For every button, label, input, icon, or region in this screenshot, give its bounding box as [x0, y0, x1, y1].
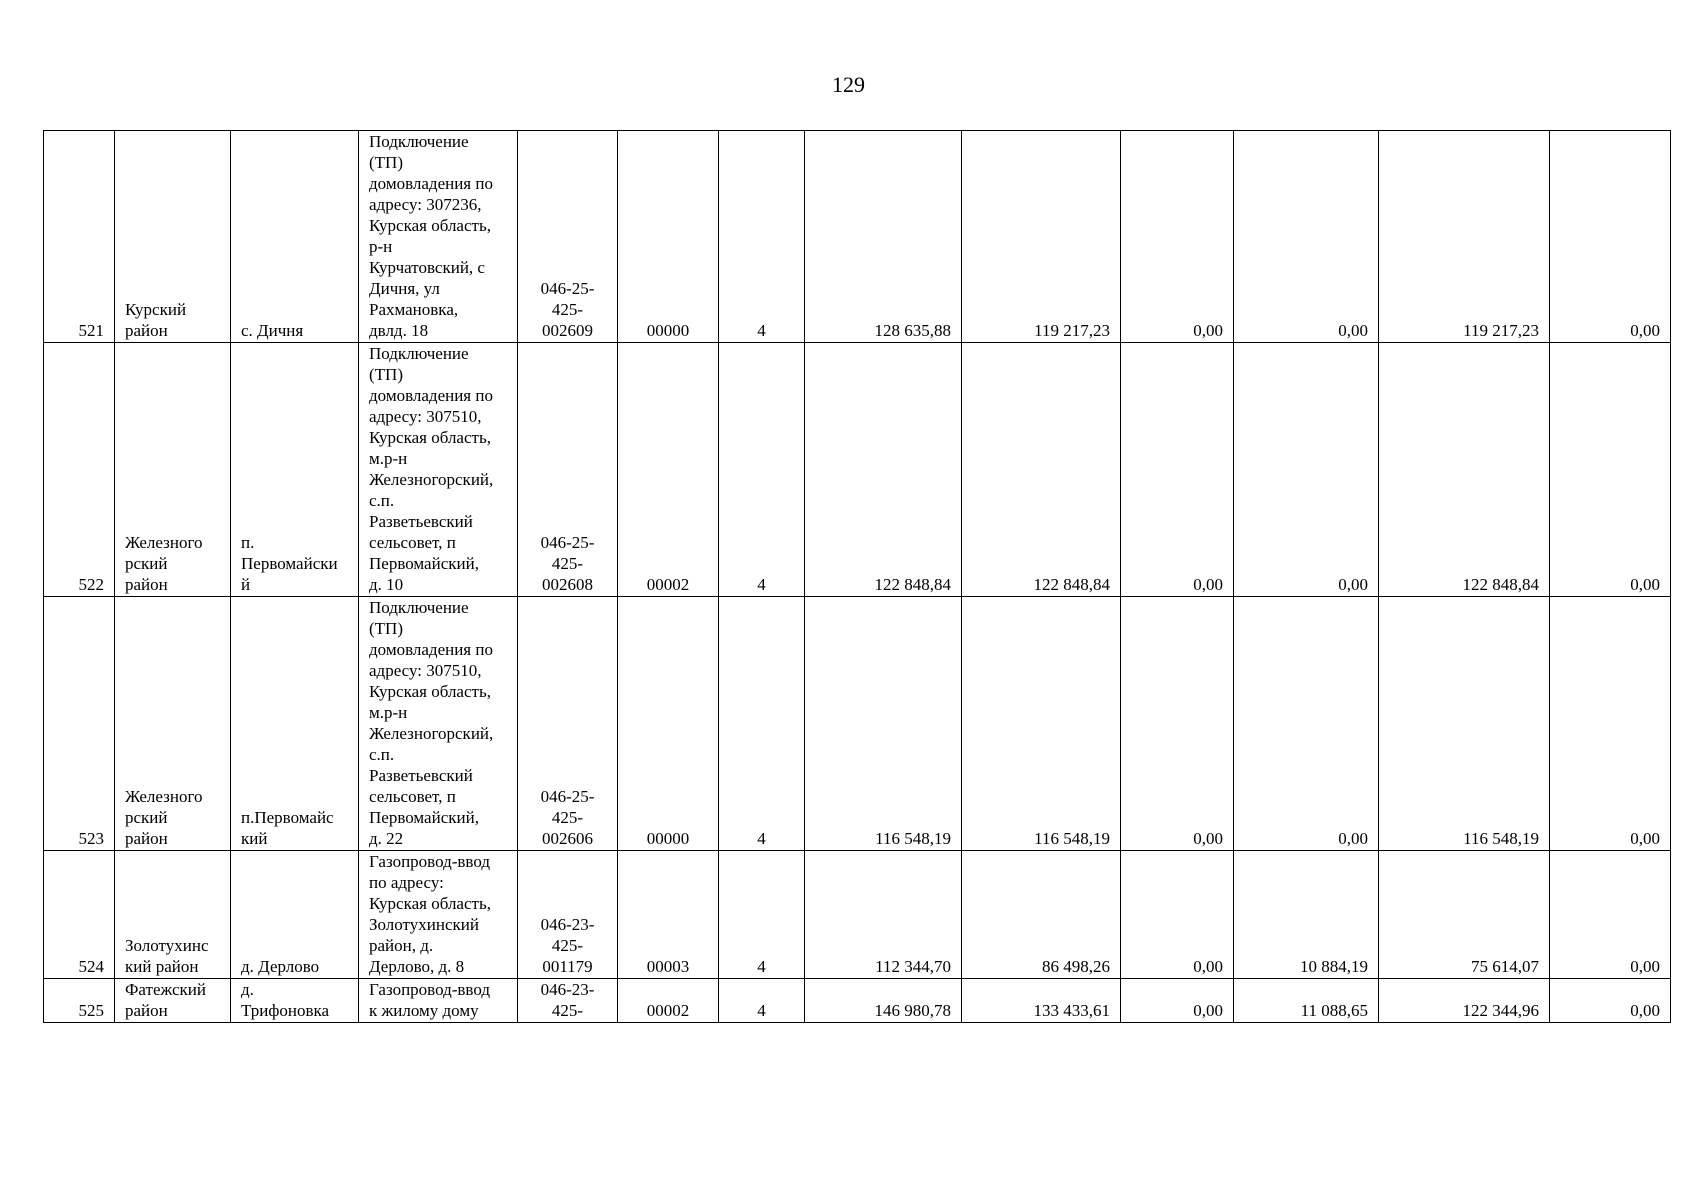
settlement-text: п. Первомайски й [241, 533, 338, 594]
description-cell [359, 979, 518, 1023]
amount-5-cell [1379, 131, 1550, 343]
subcode-cell [618, 343, 719, 597]
row-number-text: 522 [78, 575, 104, 594]
row-number-text: 523 [78, 829, 104, 848]
description-cell [359, 597, 518, 851]
object-code-text: 046-25- 425- 002606 [540, 787, 595, 848]
category-text: 4 [757, 321, 766, 340]
category-cell [719, 851, 805, 979]
amount-2-text: 86 498,26 [1042, 957, 1110, 976]
amount-1-cell [805, 597, 962, 851]
amount-4-text: 0,00 [1338, 829, 1368, 848]
subcode-text: 00003 [646, 957, 690, 976]
amount-5-text: 119 217,23 [1463, 321, 1539, 340]
row-number-cell [44, 343, 115, 597]
amount-4-cell [1234, 979, 1379, 1023]
amount-6-cell [1550, 979, 1671, 1023]
description-text: Подключение (ТП) домовладения по адресу: 307510, Курская область, м.р-н Железногорский, с.п. Разветьевский сельсовет, п Первомайский, д. 22 [369, 598, 494, 848]
amount-6-cell [1550, 851, 1671, 979]
amount-2-text: 116 548,19 [1034, 829, 1110, 848]
row-number-text: 521 [78, 321, 104, 340]
amount-3-cell [1121, 343, 1234, 597]
amount-3-text: 0,00 [1193, 829, 1223, 848]
row-number-cell [44, 597, 115, 851]
amount-1-cell [805, 343, 962, 597]
object-code-text: 046-23- 425- [540, 980, 595, 1020]
amount-2-cell [962, 131, 1121, 343]
amount-2-text: 122 848,84 [1033, 575, 1110, 594]
district-text: Железного рский район [125, 533, 203, 594]
amount-2-cell [962, 979, 1121, 1023]
category-cell [719, 979, 805, 1023]
district-cell [115, 343, 231, 597]
amount-1-text: 122 848,84 [874, 575, 951, 594]
settlement-text: п.Первомайс кий [241, 808, 334, 848]
amount-1-text: 128 635,88 [874, 321, 951, 340]
subcode-cell [618, 979, 719, 1023]
amount-6-cell [1550, 343, 1671, 597]
amount-3-text: 0,00 [1193, 1001, 1223, 1020]
amount-6-text: 0,00 [1630, 575, 1660, 594]
settlement-text: д. Дерлово [241, 957, 320, 976]
amount-4-text: 0,00 [1338, 321, 1368, 340]
amount-2-cell [962, 597, 1121, 851]
object-code-text: 046-23- 425- 001179 [540, 915, 595, 976]
settlement-cell [231, 597, 359, 851]
description-cell [359, 343, 518, 597]
amount-1-text: 116 548,19 [875, 829, 951, 848]
settlement-cell [231, 131, 359, 343]
object-code-cell [518, 979, 618, 1023]
district-cell [115, 979, 231, 1023]
table-row [44, 851, 1671, 979]
amount-3-cell [1121, 851, 1234, 979]
amount-6-cell [1550, 131, 1671, 343]
amount-3-cell [1121, 597, 1234, 851]
description-text: Подключение (ТП) домовладения по адресу: 307510, Курская область, м.р-н Железногорский, с.п. Разветьевский сельсовет, п Первомайский, д. 10 [369, 344, 494, 594]
district-cell [115, 597, 231, 851]
settlement-cell [231, 851, 359, 979]
object-code-cell [518, 343, 618, 597]
page-number: 129 [832, 72, 865, 97]
subcode-cell [618, 131, 719, 343]
amount-5-cell [1379, 851, 1550, 979]
object-code-cell [518, 131, 618, 343]
category-text: 4 [757, 957, 766, 976]
amount-1-text: 112 344,70 [875, 957, 951, 976]
amount-5-cell [1379, 597, 1550, 851]
amount-5-cell [1379, 343, 1550, 597]
amount-4-cell [1234, 851, 1379, 979]
amount-4-text: 0,00 [1338, 575, 1368, 594]
object-code-text: 046-25- 425- 002608 [540, 533, 595, 594]
district-text: Железного рский район [125, 787, 203, 848]
row-number-text: 524 [78, 957, 104, 976]
subcode-text: 00000 [646, 829, 690, 848]
registry-table [43, 130, 1671, 1023]
amount-4-text: 10 884,19 [1300, 957, 1368, 976]
row-number-text: 525 [78, 1001, 104, 1020]
district-text: Фатежский район [125, 980, 206, 1020]
object-code-cell [518, 851, 618, 979]
table-body [44, 131, 1671, 1023]
amount-4-cell [1234, 343, 1379, 597]
object-code-text: 046-25- 425- 002609 [540, 279, 595, 340]
amount-6-text: 0,00 [1630, 957, 1660, 976]
amount-3-text: 0,00 [1193, 957, 1223, 976]
subcode-text: 00002 [646, 575, 690, 594]
description-text: Газопровод-ввод к жилому дому [369, 980, 490, 1020]
district-cell [115, 851, 231, 979]
amount-2-text: 119 217,23 [1034, 321, 1110, 340]
amount-1-cell [805, 851, 962, 979]
row-number-cell [44, 979, 115, 1023]
description-text: Подключение (ТП) домовладения по адресу: 307236, Курская область, р-н Курчатовский, с Дичня, ул Рахмановка, двлд. 18 [369, 132, 493, 340]
amount-2-text: 133 433,61 [1033, 1001, 1110, 1020]
amount-4-cell [1234, 597, 1379, 851]
category-cell [719, 131, 805, 343]
category-cell [719, 343, 805, 597]
table-row [44, 979, 1671, 1023]
row-number-cell [44, 131, 115, 343]
settlement-cell [231, 343, 359, 597]
category-cell [719, 597, 805, 851]
amount-3-cell [1121, 131, 1234, 343]
amount-5-text: 122 848,84 [1462, 575, 1539, 594]
description-cell [359, 851, 518, 979]
amount-1-cell [805, 131, 962, 343]
category-text: 4 [757, 1001, 766, 1020]
description-cell [359, 131, 518, 343]
subcode-cell [618, 851, 719, 979]
subcode-cell [618, 597, 719, 851]
amount-4-cell [1234, 131, 1379, 343]
district-cell [115, 131, 231, 343]
settlement-text: д. Трифоновка [241, 980, 330, 1020]
amount-2-cell [962, 343, 1121, 597]
district-text: Золотухинс кий район [125, 936, 209, 976]
amount-6-text: 0,00 [1630, 321, 1660, 340]
category-text: 4 [757, 575, 766, 594]
table-row [44, 597, 1671, 851]
table-row [44, 343, 1671, 597]
district-text: Курский район [125, 300, 187, 340]
amount-2-cell [962, 851, 1121, 979]
subcode-text: 00002 [646, 1001, 690, 1020]
amount-5-text: 116 548,19 [1463, 829, 1539, 848]
settlement-cell [231, 979, 359, 1023]
category-text: 4 [757, 829, 766, 848]
amount-5-text: 122 344,96 [1462, 1001, 1539, 1020]
amount-6-cell [1550, 597, 1671, 851]
object-code-cell [518, 597, 618, 851]
amount-4-text: 11 088,65 [1300, 1001, 1368, 1020]
amount-6-text: 0,00 [1630, 1001, 1660, 1020]
amount-3-cell [1121, 979, 1234, 1023]
amount-1-cell [805, 979, 962, 1023]
amount-5-cell [1379, 979, 1550, 1023]
amount-6-text: 0,00 [1630, 829, 1660, 848]
amount-3-text: 0,00 [1193, 575, 1223, 594]
row-number-cell [44, 851, 115, 979]
description-text: Газопровод-ввод по адресу: Курская область, Золотухинский район, д. Дерлово, д. 8 [369, 852, 491, 976]
settlement-text: с. Дичня [241, 321, 304, 340]
subcode-text: 00000 [646, 321, 690, 340]
amount-1-text: 146 980,78 [874, 1001, 951, 1020]
amount-5-text: 75 614,07 [1471, 957, 1539, 976]
amount-3-text: 0,00 [1193, 321, 1223, 340]
table-row [44, 131, 1671, 343]
